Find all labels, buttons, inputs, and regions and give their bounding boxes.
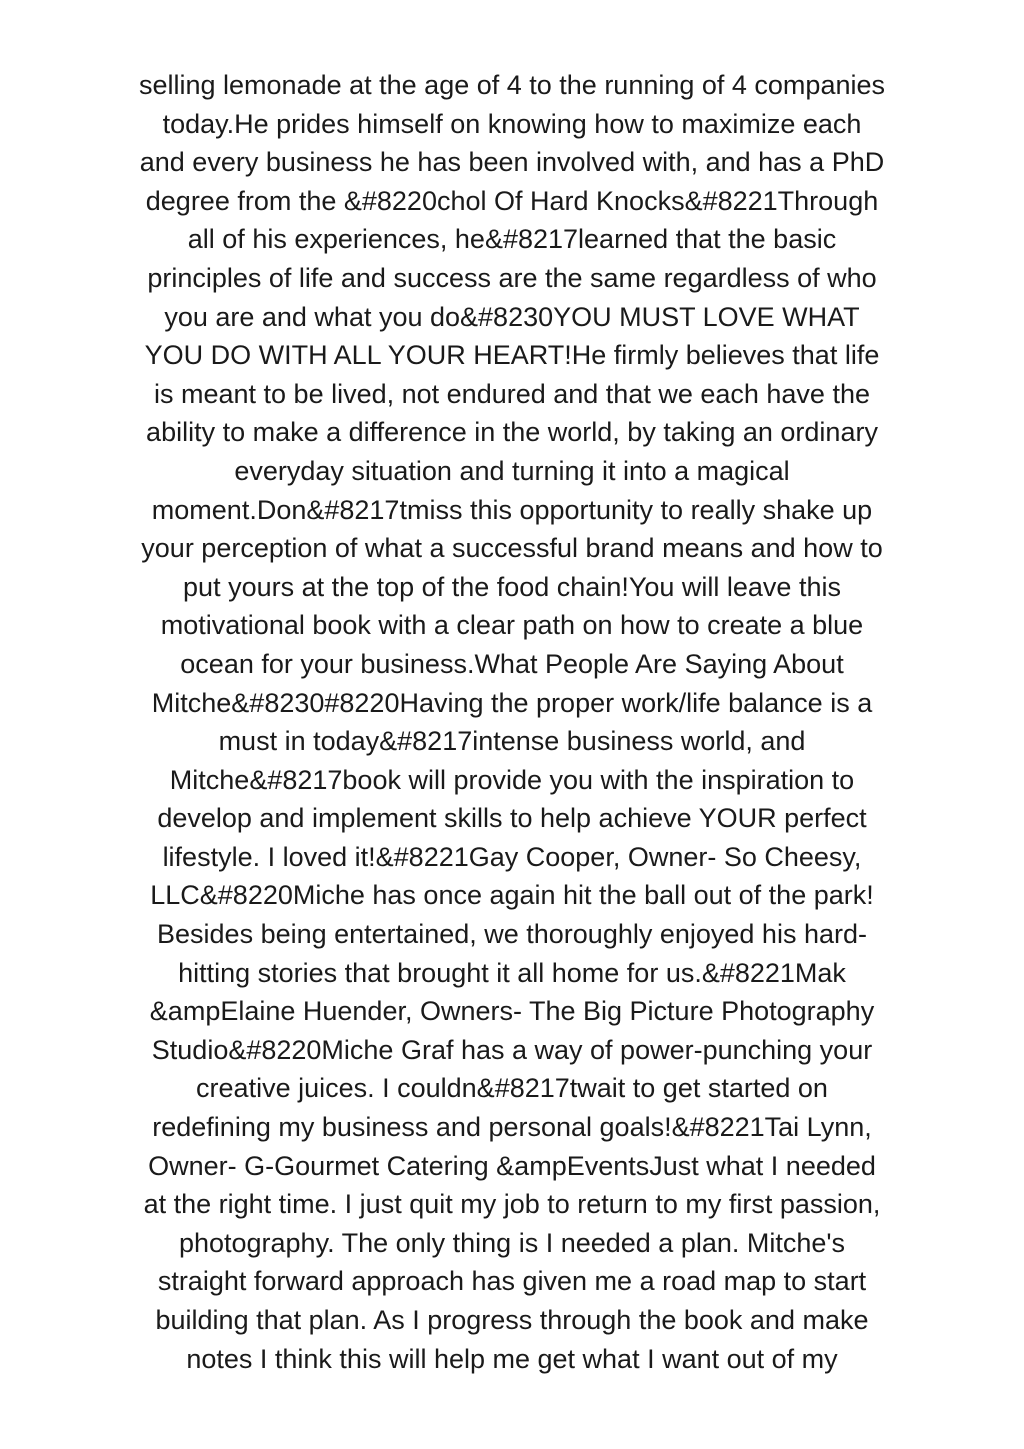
text-line: ocean for your business.What People Are Saying About (180, 648, 844, 679)
text-line: degree from the &#8220chol Of Hard Knocks&#8221Through (145, 185, 879, 216)
text-line: motivational book with a clear path on how to create a blue (160, 610, 864, 641)
text-line: must in today&#8217intense business world, and (218, 726, 806, 757)
text-line: straight forward approach has given me a road map to start (157, 1266, 867, 1297)
text-line: Besides being entertained, we thoroughly enjoyed his hard- (157, 919, 867, 950)
text-line: building that plan. As I progress through the book and make (155, 1305, 869, 1335)
text-line: &ampElaine Huender, Owners- The Big Picture Photography (149, 996, 875, 1027)
text-line: and every business he has been involved with, and has a PhD (139, 147, 885, 178)
text-line: notes I think this will help me get what I want out of my (186, 1343, 838, 1374)
text-line: Owner- G-Gourmet Catering &ampEventsJust what I needed (148, 1150, 876, 1181)
text-line: is meant to be lived, not endured and that we each have the (154, 378, 870, 409)
text-line: Studio&#8220Miche Graf has a way of power-punching your (151, 1034, 873, 1065)
text-line: YOU DO WITH ALL YOUR HEART!He firmly believes that life (144, 340, 880, 371)
text-line: ability to make a difference in the world, by taking an ordinary (146, 417, 878, 448)
text-line: Mitche&#8217book will provide you with the inspiration to (169, 764, 855, 795)
text-line: you are and what you do&#8230YOU MUST LOVE WHAT (164, 301, 860, 332)
text-line: your perception of what a successful brand means and how to (141, 533, 883, 564)
text-line: principles of life and success are the same regardless of who (147, 262, 877, 293)
text-line: all of his experiences, he&#8217learned that the basic (187, 224, 837, 255)
text-line: LLC&#8220Miche has once again hit the ball out of the park! (150, 880, 874, 911)
text-line: moment.Don&#8217tmiss this opportunity to really shake up (151, 494, 873, 525)
text-line: lifestyle. I loved it!&#8221Gay Cooper, Owner- So Cheesy, (162, 841, 862, 872)
text-line: photography. The only thing is I needed a plan. Mitche's (178, 1227, 846, 1258)
body-text (40, 66, 984, 1378)
text-line: put yours at the top of the food chain!You will leave this (183, 571, 841, 602)
text-line: at the right time. I just quit my job to return to my first passion, (143, 1189, 881, 1220)
text-line: everyday situation and turning it into a magical (234, 455, 790, 486)
text-line: creative juices. I couldn&#8217twait to get started on (196, 1073, 828, 1104)
text-line: Mitche&#8230#8220Having the proper work/life balance is a (151, 687, 873, 718)
text-line: selling lemonade at the age of 4 to the running of 4 companies (138, 70, 885, 100)
text-line: develop and implement skills to help achieve YOUR perfect (157, 803, 867, 834)
text-line: hitting stories that brought it all home for us.&#8221Mak (178, 957, 846, 988)
text-line: redefining my business and personal goals!&#8221Tai Lynn, (152, 1112, 872, 1143)
text-line: today.He prides himself on knowing how to maximize each (162, 108, 862, 139)
